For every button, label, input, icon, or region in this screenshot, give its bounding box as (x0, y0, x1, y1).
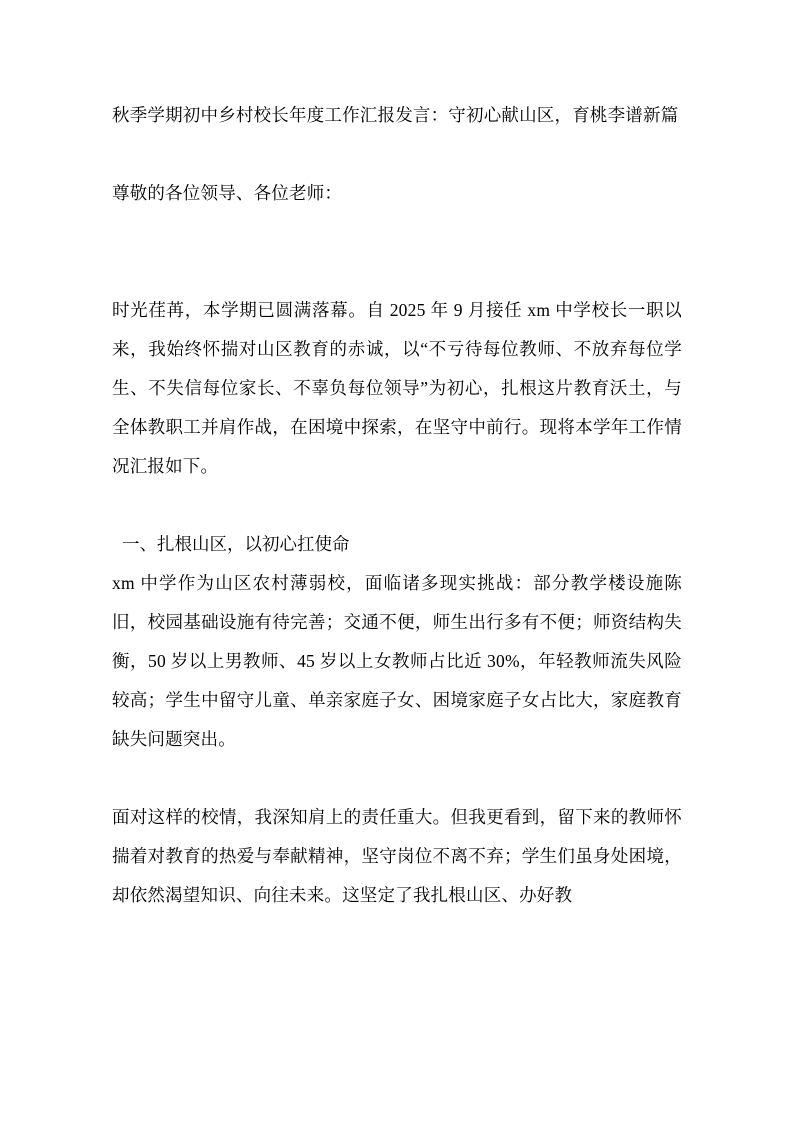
section-one-paragraph-2: 面对这样的校情，我深知肩上的责任重大。但我更看到，留下来的教师怀揣着对教育的热爱与奉献精神，坚守岗位不离不弃；学生们虽身处困境，却依然渴望知识、向往未来。这坚定了我扎根山区、办好教 (112, 807, 682, 905)
salutation-paragraph: 尊敬的各位领导、各位老师： (112, 183, 343, 203)
intro-paragraph: 时光荏苒，本学期已圆满落幕。自 2025 年 9 月接任 xm 中学校长一职以来，我始终怀揣对山区教育的赤诚，以“不亏待每位教师、不放弃每位学生、不失信每位家长、不辜负每位领导”为初心，扎根这片教育沃土，与全体教职工并肩作战，在困境中探索，在坚守中前行。现将本学年工作情况汇报如下。 (112, 300, 682, 476)
spacer (112, 213, 682, 291)
section-one-paragraph-1: xm 中学作为山区农村薄弱校，面临诸多现实挑战：部分教学楼设施陈旧，校园基础设施有待完善；交通不便，师生出行多有不便；师资结构失衡，50 岁以上男教师、45 岁以上女教师占比近 30%，年轻教师流失风险较高；学生中留守儿童、单亲家庭子女、困境家庭子女占比大，家庭教育缺失问题突出。 (112, 573, 682, 749)
document-title: 秋季学期初中乡村校长年度工作汇报发言：守初心献山区，育桃李谱新篇 (112, 105, 679, 125)
section-one-heading: 一、扎根山区，以初心扛使命 (122, 534, 350, 554)
spacer (112, 486, 682, 525)
document-body (112, 96, 682, 915)
spacer (112, 759, 682, 798)
spacer (112, 135, 682, 174)
